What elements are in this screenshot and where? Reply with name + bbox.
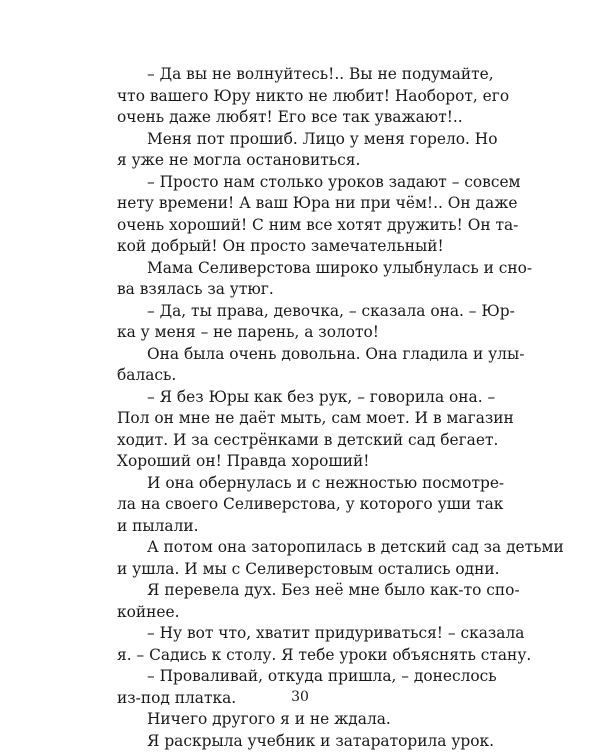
text-line: очень даже любят! Его все так уважают!.. [117,107,483,129]
paragraph [117,344,483,387]
text-line: – Я без Юры как без рук, – говорила она. – [117,387,483,409]
text-line: койнее. [117,602,483,624]
paragraph [117,709,483,731]
text-line: Хороший он! Правда хороший! [117,451,483,473]
text-line: Я перевела дух. Без неё мне было как-то спо- [117,580,483,602]
paragraph [117,580,483,623]
text-line: ка у меня – не парень, а золото! [117,322,483,344]
text-line: я уже не могла остановиться. [117,150,483,172]
paragraph [117,172,483,258]
text-line: Мама Селиверстова широко улыбнулась и сно- [117,258,483,280]
paragraph [117,623,483,666]
text-line: и пылали. [117,516,483,538]
text-line: что вашего Юру никто не любит! Наоборот, его [117,86,483,108]
text-line: я. – Садись к столу. Я тебе уроки объяснять стану. [117,645,483,667]
text-line: – Проваливай, откуда пришла, – донеслось [117,666,483,688]
page-number: 30 [0,689,600,705]
text-line: Пол он мне не даёт мыть, сам моет. И в магазин [117,408,483,430]
text-line: ва взялась за утюг. [117,279,483,301]
paragraph [117,258,483,301]
text-line: нету времени! А ваш Юра ни при чём!.. Он даже [117,193,483,215]
paragraph [117,473,483,538]
paragraph [117,64,483,129]
text-line: ла на своего Селиверстова, у которого уши так [117,494,483,516]
text-line: А потом она заторопилась в детский сад за детьми [117,537,483,559]
paragraph [117,731,483,752]
text-line: ходит. И за сестрёнками в детский сад бегает. [117,430,483,452]
paragraph [117,387,483,473]
text-line: кой добрый! Он просто замечательный! [117,236,483,258]
text-line: Ничего другого я и не ждала. [117,709,483,731]
text-line: и ушла. И мы с Селиверстовым остались одни. [117,559,483,581]
paragraph [117,129,483,172]
text-line: Я раскрыла учебник и затараторила урок. [117,731,483,752]
paragraph [117,537,483,580]
text-line: Она была очень довольна. Она гладила и улы- [117,344,483,366]
text-line: – Да, ты права, девочка, – сказала она. – Юр- [117,301,483,323]
text-line: – Просто нам столько уроков задают – совсем [117,172,483,194]
text-line: очень хороший! С ним все хотят дружить! Он та- [117,215,483,237]
paragraph [117,301,483,344]
text-line: – Ну вот что, хватит придуриваться! – сказала [117,623,483,645]
text-line: Меня пот прошиб. Лицо у меня горело. Но [117,129,483,151]
text-line: балась. [117,365,483,387]
body-text [117,64,483,752]
text-line: И она обернулась и с нежностью посмотре- [117,473,483,495]
text-line: из-под платка. [117,688,483,710]
text-line: – Да вы не волнуйтесь!.. Вы не подумайте, [117,64,483,86]
